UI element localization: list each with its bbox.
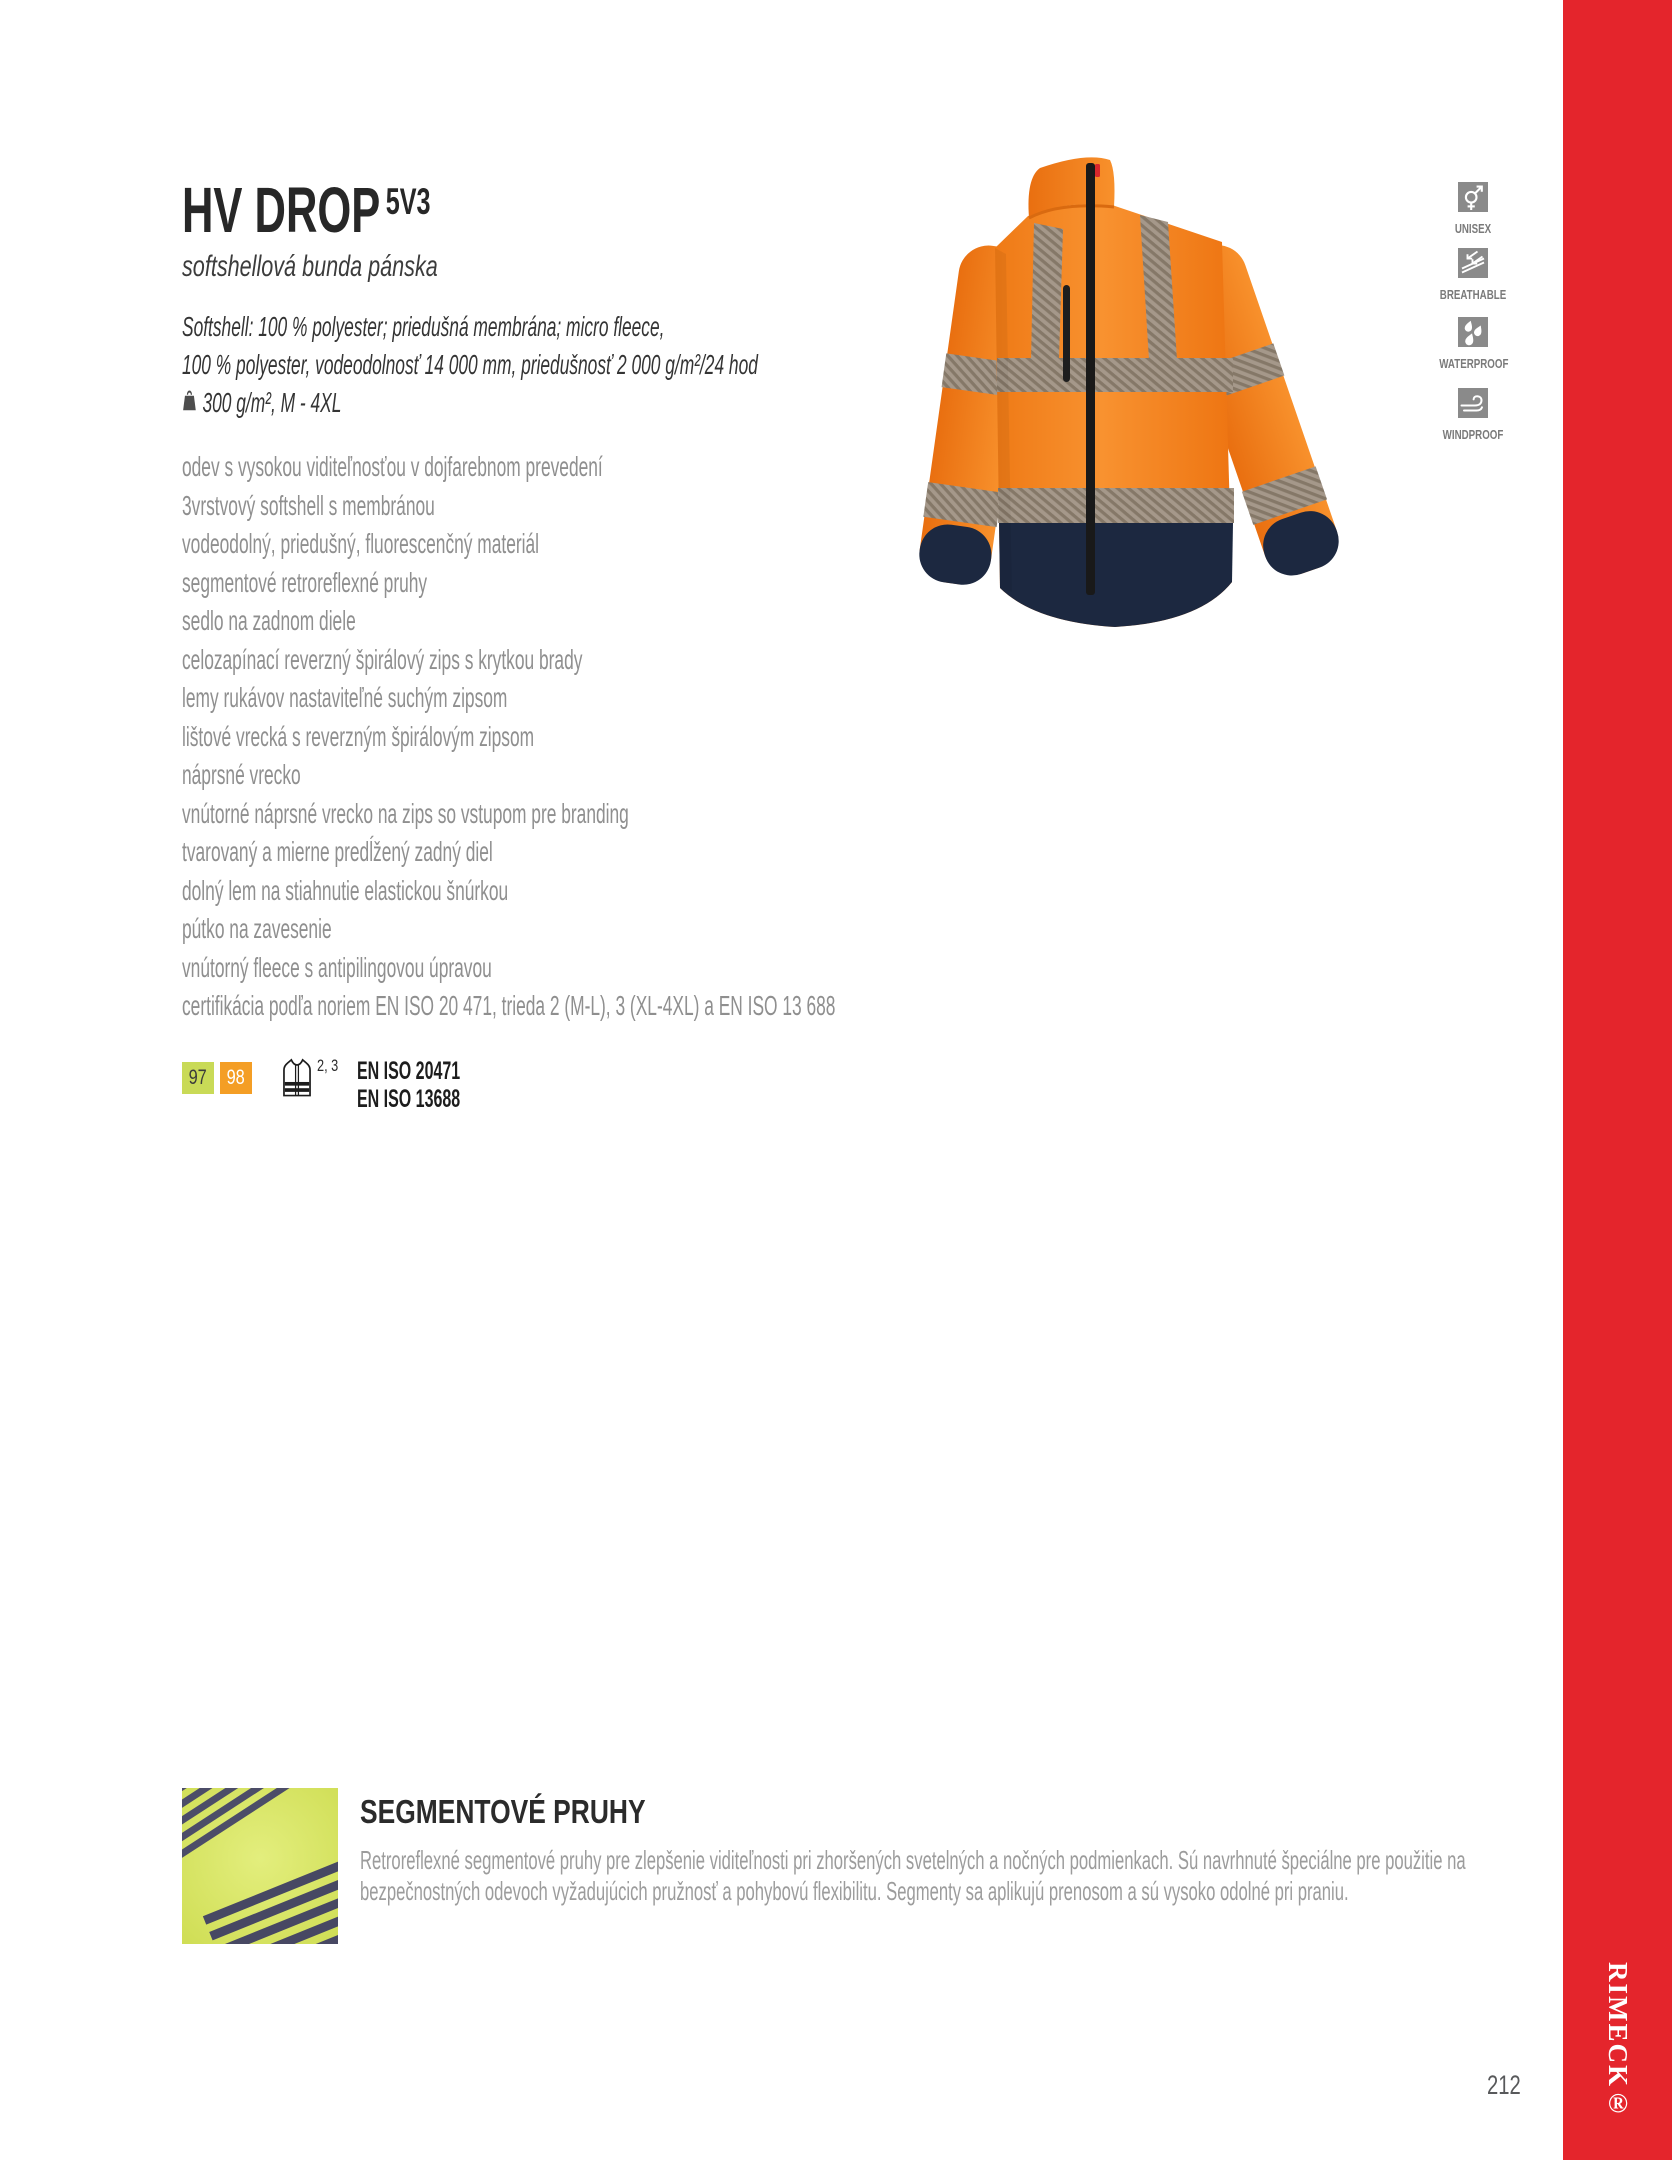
feature-item: náprsné vrecko (182, 759, 301, 790)
property-unisex (1428, 182, 1518, 236)
feature-item: celozapínací reverzný špirálový zips s krytkou brady (182, 643, 583, 675)
feature-item: segmentové retroreflexné pruhy (182, 566, 428, 598)
product-title-line (182, 170, 699, 246)
standard-item: EN ISO 13688 (357, 1084, 461, 1113)
product-photo-hv-jacket (900, 130, 1460, 660)
feature-list (182, 448, 836, 1026)
unisex-icon (1458, 182, 1488, 212)
color-swatch-98 (220, 1062, 252, 1094)
info-section-body: Retroreflexné segmentové pruhy pre zlepšenie viditeľnosti pri zhoršených svetelných a nočných podmienkach. Sú navrhnuté špeciálne pre použitie na bezpečnostných odevoch vyžadujúcich pružnosť a pohybovú flexibilitu. Segmenty sa aplikujú prenosom a sú vysoko odolné pri praniu. (360, 1845, 1466, 1906)
standards-list (357, 1057, 460, 1113)
feature-item: vodeodolný, priedušný, fluorescenčný materiál (182, 528, 540, 559)
property-breathable (1428, 248, 1518, 302)
feature-item: 3vrstvový softshell s membránou (182, 489, 435, 521)
property-waterproof (1428, 317, 1518, 371)
property-label: UNISEX (1454, 221, 1492, 236)
property-label: WATERPROOF (1439, 356, 1509, 371)
swatch-code: 98 (226, 1065, 246, 1089)
property-label: WINDPROOF (1442, 427, 1504, 442)
feature-item: lištové vrecká s reverzným špirálovým zipsom (182, 720, 535, 752)
breathable-icon (1458, 248, 1488, 278)
product-info-column (182, 170, 942, 1113)
feature-item: pútko na zavesenie (182, 913, 332, 944)
feature-item: dolný lem na stiahnutie elastickou šnúrkou (182, 874, 509, 906)
weight-icon (182, 384, 197, 422)
standard-item: EN ISO 20471 (357, 1056, 461, 1085)
property-windproof (1428, 388, 1518, 442)
property-label: BREATHABLE (1439, 287, 1507, 302)
material-line-1: Softshell: 100 % polyester; priedušná membrána; micro fleece, (182, 311, 665, 342)
feature-item: vnútorné náprsné vrecko na zips so vstupom pre branding (182, 797, 629, 829)
feature-item: vnútorný fleece s antipilingovou úpravou (182, 951, 492, 983)
safety-vest-icon (280, 1058, 314, 1103)
feature-item: lemy rukávov nastaviteľné suchým zipsom (182, 682, 508, 713)
feature-item: odev s vysokou viditeľnosťou v dojfarebnom prevedení (182, 451, 603, 482)
color-swatch-97 (182, 1062, 214, 1094)
product-subtitle: softshellová bunda pánska (182, 250, 438, 283)
segmented-stripes-photo (182, 1788, 338, 1944)
waterproof-icon (1458, 317, 1488, 347)
certification-block (280, 1055, 519, 1113)
product-code: 5V3 (385, 181, 431, 222)
windproof-icon (1458, 388, 1488, 418)
page-number: 212 (1487, 2070, 1521, 2100)
brand-logo-vertical: RIMECK® (1603, 1962, 1633, 2120)
material-description (182, 308, 758, 422)
feature-item: sedlo na zadnom diele (182, 605, 356, 636)
color-certification-row (182, 1055, 942, 1113)
material-line-2: 100 % polyester, vodeodolnosť 14 000 mm, priedušnosť 2 000 g/m²/24 hod (182, 349, 758, 380)
page-title (182, 174, 430, 246)
feature-item: certifikácia podľa noriem EN ISO 20 471, trieda 2 (M-L), 3 (XL-4XL) a EN ISO 13 688 (182, 990, 836, 1021)
vest-class-note: 2, 3 (317, 1055, 339, 1075)
swatch-code: 97 (188, 1065, 208, 1089)
weight-size-row (182, 384, 653, 422)
weight-size-value: 300 g/m², M - 4XL (202, 387, 342, 418)
feature-item: tvarovaný a mierne predĺžený zadný diel (182, 836, 493, 867)
brand-sidebar (1563, 0, 1672, 2160)
info-section-title: SEGMENTOVÉ PRUHY (360, 1793, 646, 1830)
product-name: HV DROP (182, 174, 381, 246)
